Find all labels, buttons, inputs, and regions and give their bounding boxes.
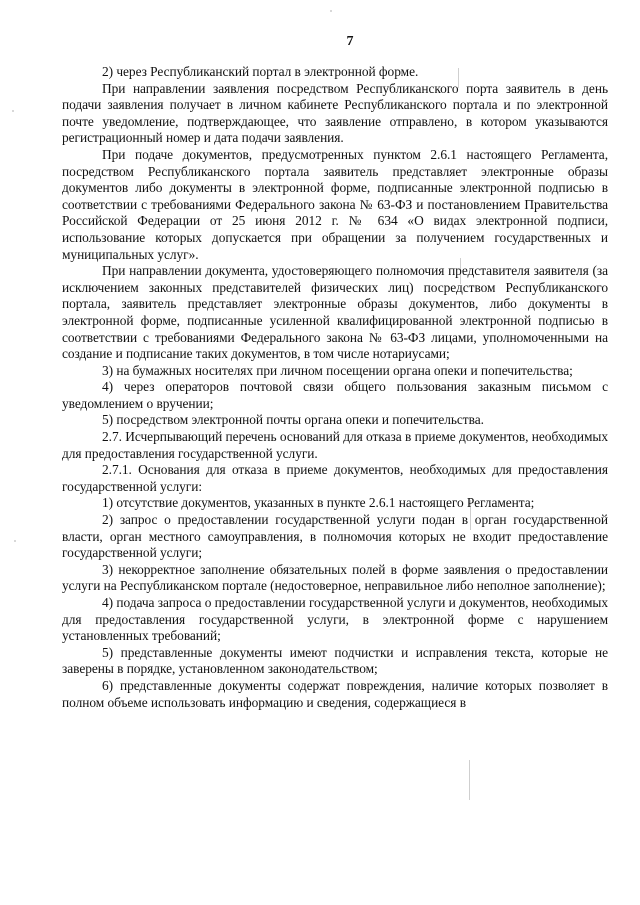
paragraph-representative-authority: При направлении документа, удостоверяющего полномочия представителя заявителя (за исключением законных представителей физических лиц) посредством Республиканского портала, заявитель представляет электронные образы документов, либо документы в электронной форме, подписанные усиленной квалифицированной электронной подписью в соответствии с требованиями Федерального закона № 63-ФЗ лицами, уполномоченными на создание и подписание таких документов, в том числе нотариусами; (62, 263, 608, 362)
scan-artifact (330, 10, 332, 12)
paragraph-refusal-3: 3) некорректное заполнение обязательных полей в форме заявления о предоставлении услуги на Республиканском портале (недостоверное, неправильное либо неполное заполнение); (62, 561, 608, 594)
paragraph-email-submission: 5) посредством электронной почты органа опеки и попечительства. (102, 412, 484, 428)
scan-artifact (12, 110, 14, 112)
paragraph-portal-item: 2) через Республиканский портал в электронной форме. (102, 64, 419, 79)
paragraph-postal-submission: 4) через операторов почтовой связи общего пользования заказным письмом с уведомлением о вручении; (62, 379, 608, 411)
paragraph-paper-submission: 3) на бумажных носителях при личном посещении органа опеки и попечительства; (102, 362, 573, 378)
paragraph-refusal-4: 4) подача запроса о предоставлении государственной услуги и документов, необходимых для предоставления государственной услуги, в электронной форме с нарушением установленных требований; (62, 595, 608, 644)
paragraph-refusal-1: 1) отсутствие документов, указанных в пункте 2.6.1 настоящего Регламента; (102, 495, 535, 511)
paragraph-section-2-7: 2.7. Исчерпывающий перечень оснований для отказа в приеме документов, необходимых для предоставления государственной услуги. (62, 429, 608, 461)
paragraph-refusal-5: 5) представленные документы имеют подчистки и исправления текста, которые не заверены в порядке, установленном законодательством; (62, 644, 608, 677)
paragraph-section-2-7-1: 2.7.1. Основания для отказа в приеме документов, необходимых для предоставления государственной услуги: (62, 462, 608, 494)
page-number: 7 (346, 34, 354, 49)
paragraph-refusal-6: 6) представленные документы содержат повреждения, наличие которых позволяет в полном объеме использовать информацию и сведения, содержащиеся в (62, 677, 608, 710)
scan-artifact (14, 540, 16, 542)
document-body (62, 64, 608, 711)
paragraph-refusal-2: 2) запрос о предоставлении государственной услуги подан в орган государственной власти, орган местного самоуправления, в полномочия которых не входит предоставление государственной услуги; (62, 512, 608, 561)
paragraph-document-submission: При подаче документов, предусмотренных пунктом 2.6.1 настоящего Регламента, посредством Республиканского портала заявитель представляет электронные образы документов либо документы в электронной форме, подписанные электронной подписью в соответствии с требованиями Федерального закона № 63-ФЗ и постановлением Правительства Российской Федерации от 25 июня 2012 г. № 634 «О видах электронной подписи, использование которых допускается при обращении за получением государственных и муниципальных услуг». (62, 146, 608, 262)
scan-artifact (469, 760, 470, 800)
paragraph-portal-notification: При направлении заявления посредством Республиканского порта заявитель в день подачи заявления получает в личном кабинете Республиканского портала и по электронной почте уведомление, подтверждающее, что заявление отправлено, в котором указываются регистрационный номер и дата подачи заявления. (62, 80, 608, 146)
